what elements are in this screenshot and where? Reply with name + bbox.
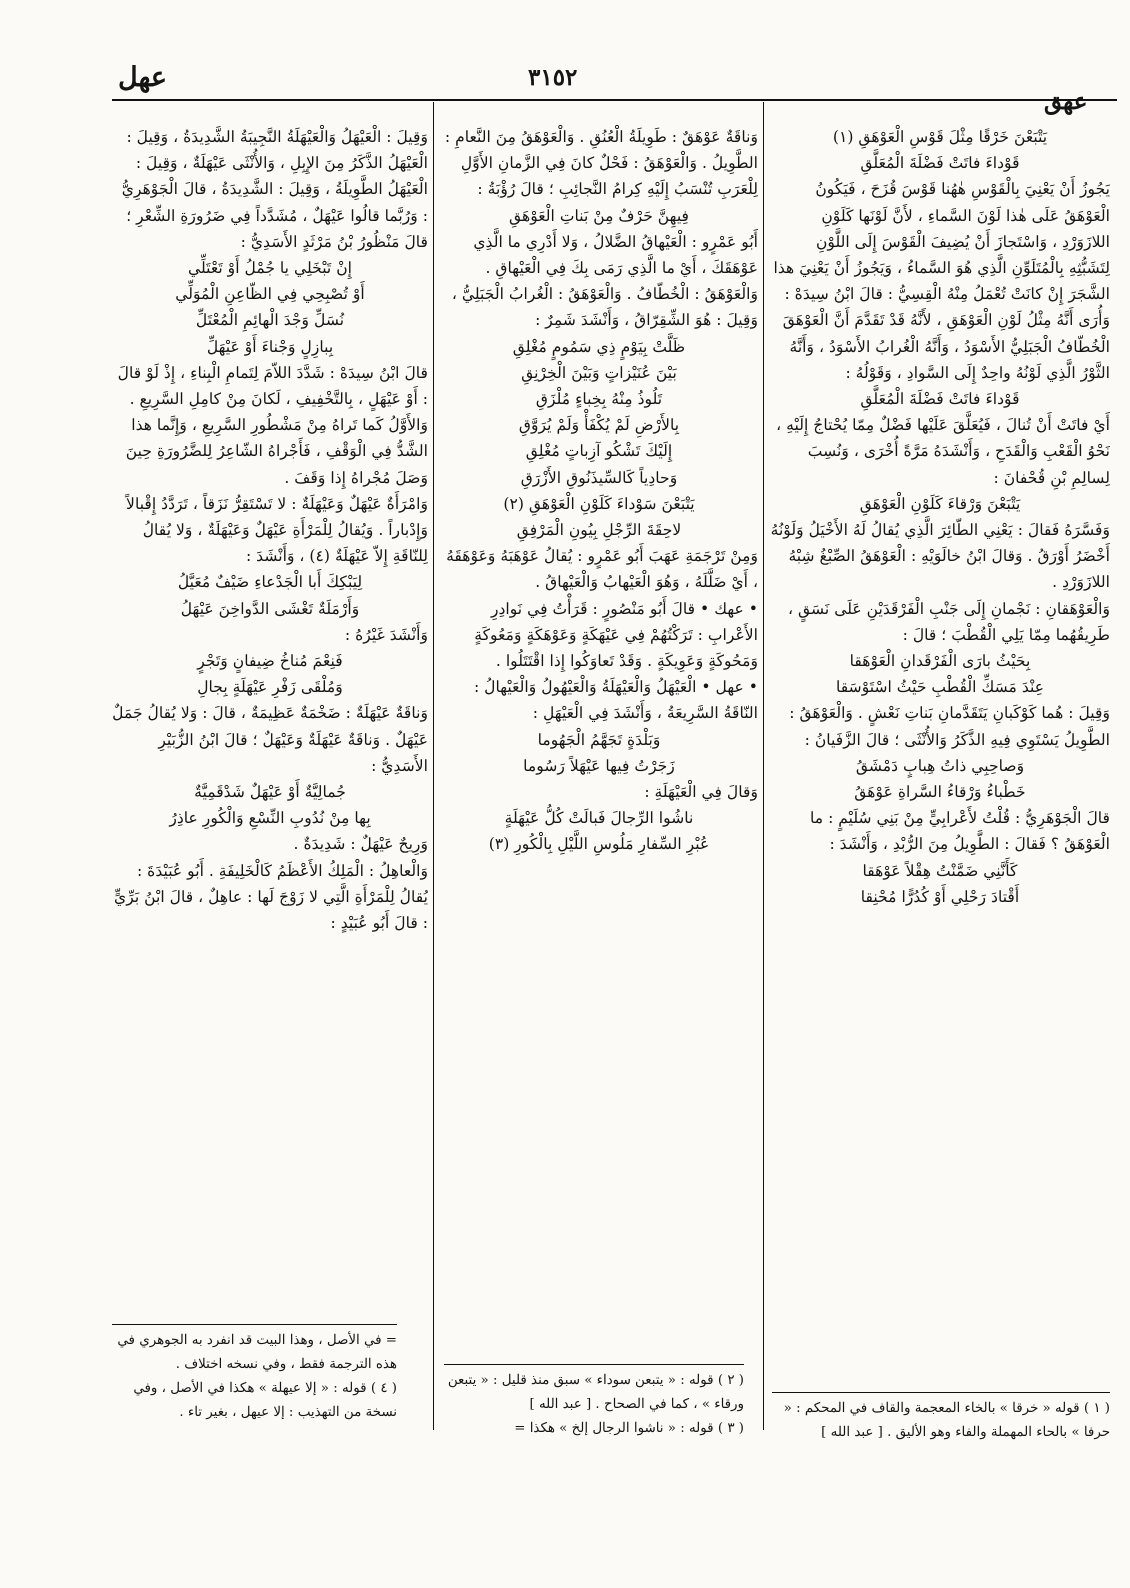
page-number: ٣١٥٢ (528, 64, 578, 91)
footnotes-right (772, 1392, 1110, 1445)
verse-line: خَطْباءُ وَرْقاءُ السَّراةِ عَوْهَقُ (854, 783, 1026, 802)
paragraph: أَبُو عَمْرٍو : الْعَيْهاقُ الضَّلالُ ، وَلا أَدْرِي ما الَّذِي عَوْهَقَكَ ، أَيْ ما الَّذِي رَمَى بِكَ فِي الْعَيْهاقِ . وَالْعَوْهَقُ : الْخُطّافُ . وَالْعَوْهَقُ : الْغُرابُ الْجَبَلِيُّ ، وَقِيلَ : هُوَ الشِّقِرّاقُ ، وَأَنْشَدَ شَمِرٌ : (451, 232, 758, 330)
verse-line: وَصاحِبِي ذاتُ هِبابٍ دَمْشَقُ (855, 756, 1025, 775)
verse-line: يَتْبَعْنَ سَوْداءَ كَلَوْنِ الْعَوْهَقِ (٢) (503, 494, 695, 513)
verse-line: عُبْرِ السِّفارِ مَلُوسِ اللَّيْلِ بِالْكُورِ (٣) (488, 835, 710, 854)
verse-line: قَوْداءَ فاتَتْ فَضْلَةَ الْمُعَلَّقِ (860, 390, 1020, 409)
column-left (112, 124, 428, 1424)
verse-line: أَوْ تُصْبِحِي فِي الظّاعِنِ الْمُوَلِّي (175, 285, 365, 304)
verse-line: كَأَنَّنِي ضَمَّنْتُ هِقْلاً عَوْهَقا (862, 861, 1018, 880)
right-running-head: عهق (1044, 88, 1088, 115)
verse-line: جُمالِيَّةٌ أَوْ عَيْهَلٌ شَدْقَمِيَّةٌ (194, 783, 346, 802)
paragraph: وَأَنْشَدَ غَيْرُهُ : (344, 625, 428, 644)
verse-line: وَأَرْمَلَةٌ تَغْشَى الدَّواخِنَ عَيْهَلُ (180, 599, 360, 618)
verse-line: إِنْ تَبْخَلِي يا جُمْلُ أَوْ تَعْتَلِّي (188, 259, 352, 278)
paragraph: وَقالَ فِي الْعَيْهَلَةِ : (644, 783, 758, 802)
verse-line: بِحَيْثُ بارَى الْفَرْقَدانِ الْعَوْهَقا (849, 652, 1031, 671)
paragraph: وَامْرَأَةٌ عَيْهَلٌ وَعَيْهَلَةٌ : لا تَسْتَقِرُّ نَزَقاً ، تَرَدَّدُ إِقْبالاً وَإِدْباراً . وَيُقالُ لِلْمَرْأَةِ عَيْهَلٌ وَعَيْهَلَةٌ ، وَلا يُقالُ لِلنّاقَةِ إِلاّ عَيْهَلَةٌ (٤) ، وَأَنْشَدَ : (126, 494, 428, 566)
paragraph: يَجُوزُ أَنْ يَعْنِيَ بِالْقَوْسِ هٰهُنا قَوْسَ قُزَحَ ، فَيَكُونُ الْعَوْهَقُ عَلَى هٰذا لَوْنَ السَّماءِ ، لأَنَّ لَوْنَها كَلَوْنِ اللازَوَرْدِ ، وَاسْتَجازَ أَنْ يُضِيفَ الْقَوْسَ إِلَى اللَّوْنِ لِتَشَبُّثِهِ بِالْمُتَلَوِّنِ الَّذِي هُوَ السَّماءُ ، وَيَجُوزُ أَنْ يَعْنِيَ هذا الشَّجَرَ إِنْ كانَتْ تُعْمَلُ مِنْهُ الْقِسِيُّ : قالَ ابْنُ سِيدَهْ : وَأُرَى أَنَّهُ مِثْلُ لَوْنِ الْعَوْهَقِ ، لأَنَّهُ قَدْ تَقَدَّمَ أَنَّ الْعَوْهَقَ الْخُطّافُ الْجَبَلِيُّ الأَسْوَدُ ، وَأَنَّهُ الْغُرابُ الأَسْوَدُ ، وَأَنَّهُ الثَّوْرُ الَّذِي لَوْنُهُ واحِدٌ إِلَى السَّوادِ ، وَقَوْلُهُ : (773, 180, 1110, 382)
verse-line: وَبَلْدَةٍ تَجَهَّمُ الْجَهُوما (537, 730, 661, 749)
verse-line: ناشُوا الرِّجالَ فَبالَتْ كُلُّ عَيْهَلَةٍ (504, 809, 694, 828)
column-right (770, 124, 1110, 1424)
paragraph: وَناقَةٌ عَوْهَقٌ : طَوِيلَةُ الْعُنُقِ . وَالْعَوْهَقُ مِنَ النَّعامِ : الطَّوِيلُ . وَالْعَوْهَقُ : فَحْلٌ كانَ فِي الزَّمانِ الأَوَّلِ لِلْعَرَبِ تُنْسَبُ إِلَيْهِ كِرامُ النَّجائِبِ ؛ قالَ رُؤْبَةُ : (444, 128, 758, 199)
paragraph: وَالْعاهِلُ : الْمَلِكُ الأَعْظَمُ كَالْخَلِيفَةِ . أَبُو عُبَيْدَةَ : يُقالُ لِلْمَرْأَةِ الَّتِي لا زَوْجَ لَها : عاهِلٌ ، قالَ ابْنُ بَرِّيٍّ : قالَ أَبُو عُبَيْدٍ : (114, 861, 428, 933)
verse-line: زَجَرْتُ فِيها عَيْهَلاً رَسُوما (523, 756, 675, 775)
verse-line: عِنْدَ مَسَكِّ الْقُطْبِ حَيْثُ اسْتَوْسَقا (835, 678, 1045, 697)
column-middle (440, 124, 758, 1424)
verse-line: تَلُوذُ مِنْهُ بِخِباءٍ مُلْزَقِ (535, 390, 663, 409)
paragraph: وَرِيحٌ عَيْهَلٌ : شَدِيدَةٌ . (293, 835, 428, 854)
header-rule (112, 99, 1117, 101)
left-running-head: عهل (118, 62, 168, 93)
verse-line: بِالأَرْضِ لَمْ يُكْفَأْ وَلَمْ يُرَوَّقِ (518, 416, 680, 435)
verse-line: لاحِقَةَ الرِّجْلِ بِيُونِ الْمَرْفِقِ (516, 521, 682, 540)
verse-line: وَحادِياً كَالسِّيذَنُوقِ الأَزْرَقِ (520, 468, 678, 487)
verse-line: قَوْداءَ فاتَتْ فَضْلَةَ الْمُعَلَّقِ (860, 154, 1020, 173)
paragraph: قالَ الْجَوْهَرِيُّ : قُلْتُ لأَعْرابِيٍّ مِنْ بَنِي سُلَيْمٍ : ما الْعَوْهَقُ ؟ فَقالَ : الطَّوِيلُ مِنَ الرُّبْدِ ، وَأَنْشَدَ : (810, 809, 1110, 854)
paragraph: وَفَسَّرَهُ فَقالَ : يَعْنِي الطّائِرَ الَّذِي يُقالُ لَهُ الأَخْيَلُ وَلَوْنُهُ أَخْضَرُ أَوْرَقُ . وَقالَ ابْنُ خالَوَيْهِ : الْعَوْهَقُ الصِّبْغُ شِبْهُ اللازَوَرْدِ . (770, 521, 1110, 592)
verse-line: يَتْبَعْنَ وَرْقاءَ كَلَوْنِ الْعَوْهَقِ (859, 494, 1021, 513)
footnote: = في الأصل ، وهذا البيت قد انفرد به الجوهري في هذه الترجمة فقط ، وفي نسخه اختلاف . (117, 1333, 397, 1372)
verse-line: بِها مِنْ نُدُوبِ النِّسْعِ وَالْكُورِ عاذِرُ (169, 809, 371, 828)
verse-line: بَيْنَ عُنَيْزاتٍ وَبَيْنَ الْخِرْنِقِ (521, 363, 677, 382)
column-divider-left (433, 102, 434, 1430)
verse-line: يَتْبَعْنَ خَرْقًا مِثْلَ قَوْسِ الْعَوْهَقِ (١) (832, 128, 1048, 146)
verse-line: أَقْتادَ رَحْلِي أَوْ كُدُرًّا مُحْنِقا (860, 887, 1020, 906)
verse-line: لِيَبْكِكَ أَبا الْجَدْعاءِ ضَيْفٌ مُعَيَّلُ (177, 573, 363, 592)
paragraph: أَيْ فاتَتْ أَنْ تُنالَ ، فَيُعَلَّقَ عَلَيْها فَضْلٌ مِمّا يُحْتاجُ إِلَيْهِ ، نَحْوُ الْقَعْبِ وَالْقَدَحِ ، وَأَنْشَدَهُ مَرَّةً أُخْرَى ، وَنُسِبَ لِسالِمِ بْنِ قُحْفانَ : (776, 416, 1110, 487)
footnotes-middle (444, 1364, 744, 1441)
footnote: ( ٣ ) قوله : « ناشوا الرجال إلخ » هكذا = (514, 1421, 744, 1436)
verse-line: ظَلَّتْ بِيَوْمٍ ذِي سَمُومٍ مُغْلِقِ (512, 337, 686, 356)
verse-line: نُسَلِّ وَجْدَ الْهائِمِ الْمُعْتَلِّ (195, 311, 345, 330)
entry-ahl: • عهل • الْعَيْهَلُ وَالْعَيْهَلَةُ وَالْعَيْهُولُ وَالْعَيْهالُ : النّاقَةُ السَّرِيعَةُ ، وَأَنْشَدَ فِي الْعَيْهَلِ : (473, 678, 758, 723)
footnotes-left (112, 1324, 397, 1425)
paragraph: وَقِيلَ : هُما كَوْكَبانِ يَتَقَدَّمانِ بَناتِ نَعْشٍ . وَالْعَوْهَقُ : الطَّوِيلُ يَسْتَوِي فِيهِ الذَّكَرُ وَالأُنْثَى ؛ قالَ الزَّفَيانُ : (789, 704, 1110, 749)
footnote: ( ٢ ) قوله : « يتبعن سوداء » سبق منذ قليل : « يتبعن ورقاء » ، كما في الصحاح . [ عبد الله ] (447, 1373, 744, 1412)
paragraph: وَالْعَوْهَقانِ : نَجْمانِ إِلَى جَنْبِ الْفَرْقَدَيْنِ عَلَى نَسَقٍ ، طَرِيقُهُما مِمّا يَلِي الْقُطْبَ ؛ قالَ : (788, 599, 1110, 644)
column-divider-right (763, 102, 764, 1430)
verse-line: بِبازِلٍ وَجْناءَ أَوْ عَيْهَلِّ (206, 337, 334, 356)
paragraph: وَناقَةٌ عَيْهَلَةٌ : ضَخْمَةٌ عَظِيمَةٌ ، قالَ : وَلا يُقالُ جَمَلٌ عَيْهَلٌ . وَناقَةٌ عَيْهَلَةٌ وَعَيْهَلٌ ؛ قالَ ابْنُ الزُّبَيْرِ الأَسَدِيُّ : (112, 704, 428, 775)
verse-line: إِلَيْكَ تَشْكُو آزِباتٍ مُغْلِقِ (525, 442, 673, 461)
footnote: ( ١ ) قوله « خرقا » بالخاء المعجمة والقاف في المحكم : « حرفا » بالحاء المهملة والفاء وهو الأليق . [ عبد الله ] (783, 1401, 1110, 1440)
paragraph: وَمِنْ تَرْجَمَةِ عَهَبَ أَبُو عَمْرٍو : يُقالُ عَوْهَبَهُ وَعَوْهَقَهُ ، أَيْ ضَلَّلَهُ ، وَهُوَ الْعَيْهابُ وَالْعَيْهاقُ . (446, 547, 758, 592)
paragraph: وَقِيلَ : الْعَيْهَلُ وَالْعَيْهَلَةُ النَّجِيبَةُ الشَّدِيدَةُ ، وَقِيلَ : الْعَيْهَلُ الذَّكَرُ مِنَ الإِبِلِ ، وَالأُنْثَى عَيْهَلَةٌ ، وَقِيلَ : الْعَيْهَلُ الطَّوِيلَةُ ، وَقِيلَ : الشَّدِيدَةُ ، قالَ الْجَوْهَرِيُّ : وَرُبَّما قالُوا عَيْهَلٌ ، مُشَدَّداً فِي ضَرُورَةِ الشِّعْرِ ؛ قالَ مَنْظُورُ بْنُ مَرْثَدٍ الأَسَدِيُّ : (121, 128, 428, 251)
verse-line: فِيهِنَّ حَرْفٌ مِنْ بَناتِ الْعَوْهَقِ (508, 206, 690, 225)
footnote: ( ٤ ) قوله : « إلا عيهلة » هكذا في الأصل ، وفي نسخة من التهذيب : إلا عيهل ، بغير تاء . (133, 1381, 397, 1420)
verse-line: فَنِعْمَ مُناخُ ضِيفانٍ وَتَجْرٍ (197, 652, 343, 671)
entry-ahk: • عهك • قالَ أَبُو مَنْصُورٍ : قَرَأْتُ فِي نَوادِرِ الأَعْرابِ : تَرَكْتُهُمْ فِي عَيْهَكَةٍ وَعَوْهَكَةٍ وَمَعُوكَةٍ وَمَحُوكَةٍ وَعَوِيكَةٍ . وَقَدْ تَعاوَكُوا إِذا اقْتَتَلُوا . (474, 599, 758, 671)
verse-line: وَمُلْقَى زَفْرِ عَيْهَلَةٍ بِجالِ (197, 678, 343, 697)
paragraph: قالَ ابْنُ سِيدَهْ : شَدَّدَ اللاّمَ لِتَمامِ الْبِناءِ ، إِذْ لَوْ قالَ : أَوْ عَيْهَلٍ ، بِالتَّخْفِيفِ ، لَكانَ مِنْ كامِلِ السَّرِيعِ . وَالأَوَّلُ كَما تَراهُ مِنْ مَشْطُورِ السَّرِيعِ ، وَإِنَّما هذا الشَّدُّ فِي الْوَقْفِ ، فَأَجْراهُ الشّاعِرُ لِلضَّرُورَةِ حِينَ وَصَلَ مُجْراهُ إِذا وَقَفَ . (117, 363, 428, 487)
